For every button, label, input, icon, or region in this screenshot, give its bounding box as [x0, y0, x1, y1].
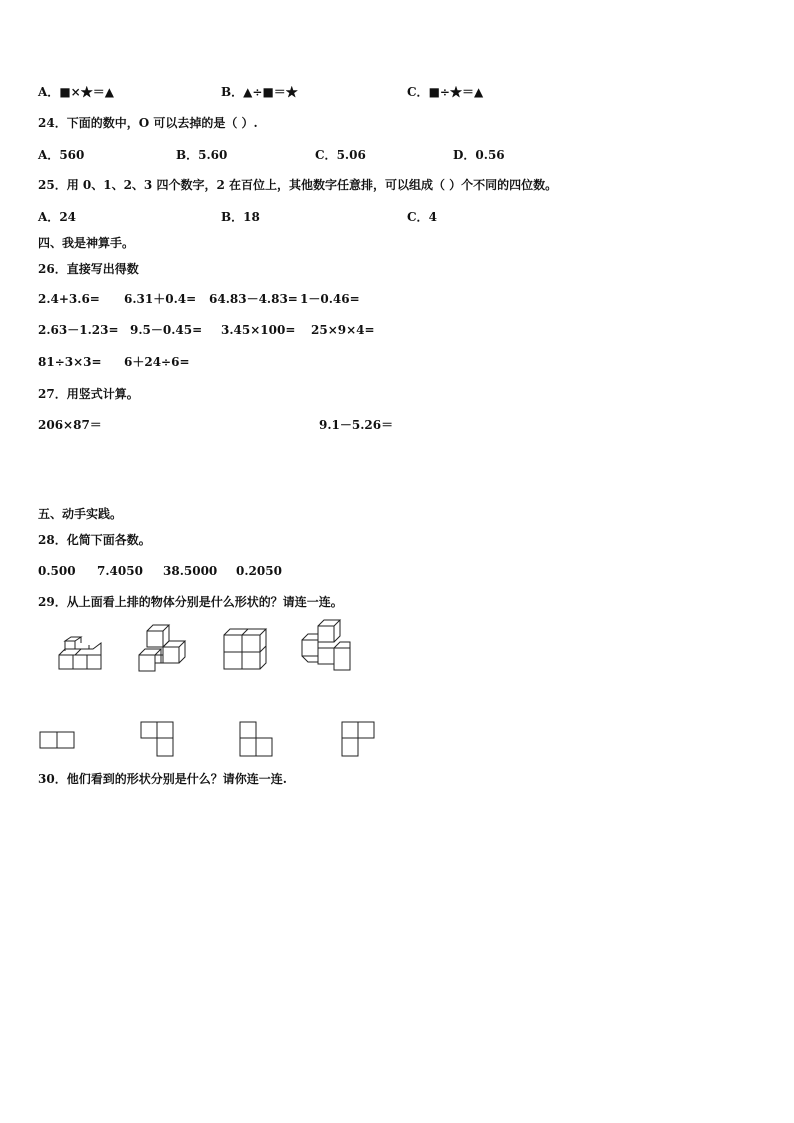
q26-r1-c1: 2.4+3.6=	[38, 292, 100, 306]
q23-option-a-text: ■×★＝▲	[59, 85, 114, 99]
q25-option-c-letter: C．	[407, 210, 429, 224]
q23-option-c	[407, 85, 483, 99]
q24-stem: 24．下面的数中，O 可以去掉的是（ ）.	[38, 116, 258, 130]
q29-view-1	[38, 730, 78, 750]
q23-option-c-letter: C．	[407, 85, 429, 99]
q26-r3-c1: 81÷3×3=	[38, 355, 102, 369]
q28-num-4: 0.2050	[236, 564, 282, 578]
q24-option-d	[453, 148, 505, 162]
q25-option-b-text: 18	[243, 210, 260, 224]
q28-num-2: 7.4050	[97, 564, 143, 578]
q26-r2-c1: 2.63－1.23=	[38, 323, 119, 337]
q26-r2-c4: 25×9×4=	[311, 323, 375, 337]
q25-option-b-letter: B．	[221, 210, 244, 224]
q28-num-3: 38.5000	[163, 564, 218, 578]
q26-r3-c2: 6＋24÷6=	[124, 355, 190, 369]
q25-option-b	[221, 210, 260, 224]
q26-r2-c3: 3.45×100=	[221, 323, 296, 337]
q23-option-b	[221, 85, 298, 99]
q28-num-1: 0.500	[38, 564, 76, 578]
q29-stem: 29．从上面看上排的物体分别是什么形状的？请连一连。	[38, 595, 343, 609]
q25-option-c-text: 4	[428, 210, 437, 224]
q26-r2-c2: 9.5－0.45=	[130, 323, 203, 337]
q24-option-a-letter: A．	[38, 148, 60, 162]
q25-option-a-letter: A．	[38, 210, 60, 224]
q24-option-a	[38, 148, 84, 162]
q24-option-c	[315, 148, 366, 162]
q24-option-b	[176, 148, 227, 162]
q29-object-2	[135, 623, 189, 673]
q29-object-1	[55, 635, 105, 671]
q23-option-c-text: ■÷★＝▲	[428, 85, 484, 99]
q24-option-d-letter: D．	[453, 148, 476, 162]
q24-option-d-text: 0.56	[475, 148, 505, 162]
q24-option-a-text: 560	[59, 148, 85, 162]
q26-r1-c3: 64.83－4.83=	[209, 292, 298, 306]
q28-stem: 28．化简下面各数。	[38, 533, 151, 547]
q23-option-a	[38, 85, 114, 99]
section-5-heading: 五、动手实践。	[38, 507, 123, 521]
q23-option-b-text: ▲÷■＝★	[243, 85, 298, 99]
q29-view-2	[139, 720, 179, 758]
q27-item-1: 206×87＝	[38, 418, 102, 432]
q25-option-c	[407, 210, 437, 224]
q25-option-a-text: 24	[59, 210, 77, 224]
q24-option-b-letter: B．	[176, 148, 199, 162]
q25-stem: 25．用 0、1、2、3 四个数字，2 在百位上，其他数字任意排，可以组成（ ）个不同的四位数。	[38, 178, 558, 192]
q25-option-a	[38, 210, 76, 224]
q26-r1-c4: 1－0.46=	[300, 292, 360, 306]
q23-option-b-letter: B．	[221, 85, 244, 99]
q29-object-3	[220, 625, 270, 673]
q26-r1-c2: 6.31＋0.4=	[124, 292, 197, 306]
q29-object-4	[298, 618, 356, 674]
q27-item-2: 9.1－5.26＝	[319, 418, 394, 432]
q23-option-a-letter: A．	[38, 85, 60, 99]
q26-stem: 26．直接写出得数	[38, 262, 139, 276]
q29-view-3	[238, 720, 278, 758]
section-4-heading: 四、我是神算手。	[38, 236, 135, 250]
q24-option-b-text: 5.60	[198, 148, 228, 162]
q29-view-4	[340, 720, 380, 758]
q24-option-c-letter: C．	[315, 148, 337, 162]
q27-stem: 27．用竖式计算。	[38, 387, 139, 401]
q24-option-c-text: 5.06	[336, 148, 366, 162]
q30-stem: 30．他们看到的形状分别是什么？请你连一连.	[38, 772, 287, 786]
